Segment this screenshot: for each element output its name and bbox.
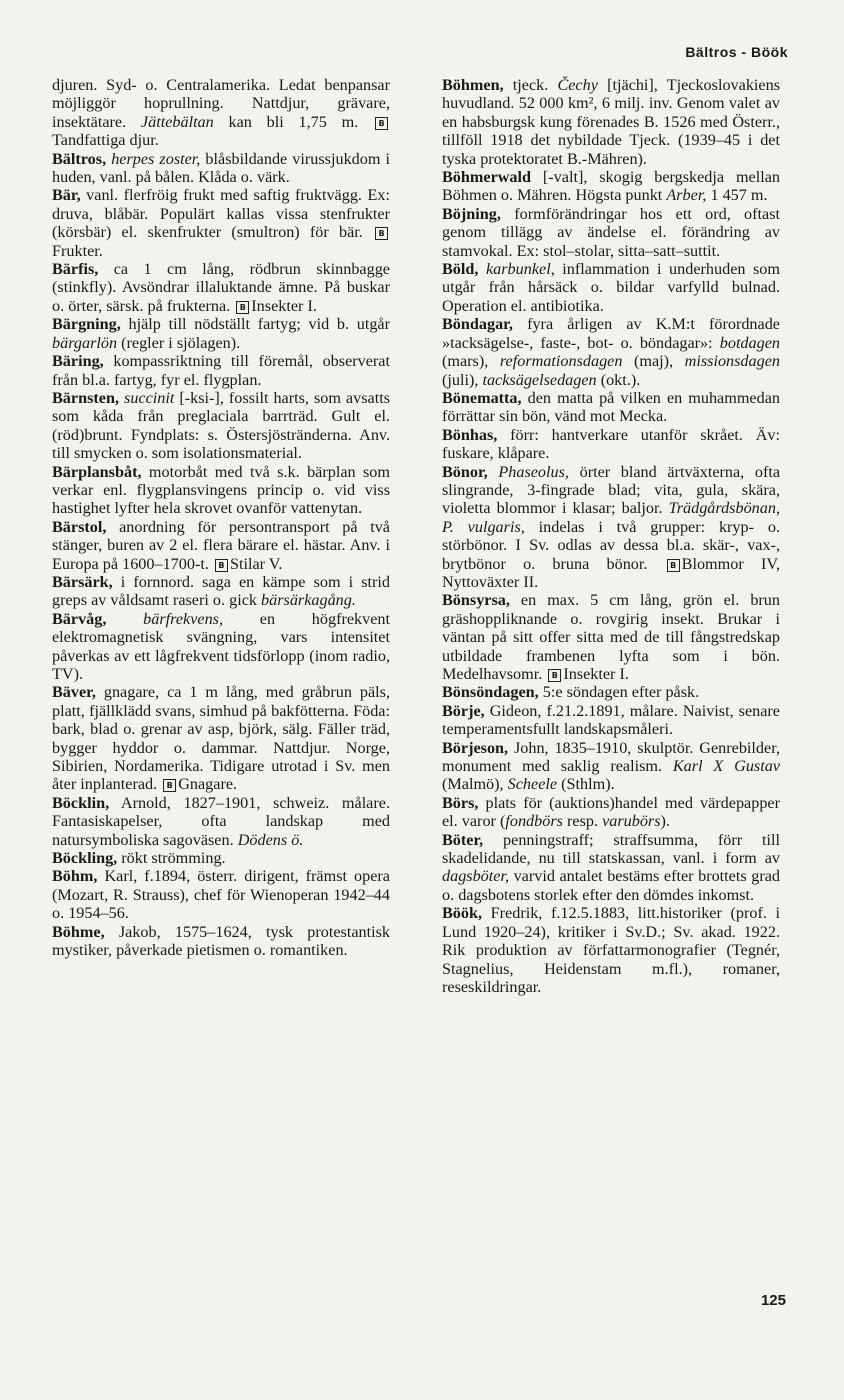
entry-text: en max. 5 cm lång, grön el. brun gräshoppliknande o. rovgirig insekt. Brukar i väntan på sitt offer sitta med de till fångstredskap utbildade frambenen lyfta som i bön. Medelhavsomr. <box>442 591 780 683</box>
italic-term: herpes zoster, <box>111 149 201 168</box>
dictionary-entry <box>52 463 390 518</box>
plate-reference: Insekter I. <box>563 665 629 683</box>
see-plate-icon: B <box>548 669 561 682</box>
plate-reference: Blommor IV, Nyttoväxter II. <box>442 554 780 591</box>
entry-text: förr: hantverkare utanför skrået. Äv: fuskare, klåpare. <box>442 425 780 463</box>
dictionary-entry <box>442 260 780 315</box>
dictionary-entry <box>52 573 390 610</box>
plate-reference: Gnagare. <box>178 775 238 794</box>
entry-text: varvid antalet bestäms efter brottets grad o. dagsbotens storlek efter den dömdes inkomst. <box>442 867 780 904</box>
entry-text: i fornnord. saga en kämpe som i strid greps av våldsamt raseri o. gick <box>52 572 390 610</box>
entry-headword: Bönsöndagen, <box>442 683 539 702</box>
see-plate-icon: B <box>215 559 228 572</box>
entry-text: penningstraff; straffsumma, förr till skadelidande, nu till statskassan, vanl. i form av <box>442 830 780 868</box>
entry-headword: Bönsyrsa, <box>442 591 510 610</box>
dictionary-entry <box>442 76 780 168</box>
dictionary-entry <box>442 702 780 739</box>
entry-headword: Bär, <box>52 186 81 205</box>
dictionary-entry <box>442 315 780 389</box>
entry-headword: Bönematta, <box>442 388 522 407</box>
entry-headword: Bäver, <box>52 683 96 702</box>
see-plate-icon: B <box>236 301 249 314</box>
dictionary-entry <box>52 150 390 187</box>
entry-text: tjeck. <box>503 76 558 94</box>
entry-text: 5:e söndagen efter påsk. <box>538 683 700 702</box>
left-column <box>52 76 390 960</box>
entry-headword: Bärvåg, <box>52 609 107 628</box>
entry-text: Karl, f.1894, österr. dirigent, främst opera (Mozart, R. Strauss), chef för Wienoperan 1942–44 o. 1954–56. <box>52 867 390 923</box>
entry-text: 1 457 m. <box>706 186 768 205</box>
entry-text: inflammation i underhuden som utgår från hårsäck o. bildar varfylld bulnad. Operation el. antibiotika. <box>442 260 780 315</box>
entry-headword: Bärstol, <box>52 517 107 536</box>
italic-term: succinit <box>124 388 175 407</box>
entry-headword: Börs, <box>442 793 479 812</box>
entry-headword: Böhmerwald <box>442 168 532 187</box>
entry-text: [tjächi], Tjeckoslovakiens huvudland. 52 000 km², 6 milj. inv. Genom valet av en habsburgsk kung förenades B. 1526 med Österr., tillföll 1918 det nybildade Tjeck. (1939–45 i det tyska protektoratet B.-Mähren). <box>442 76 780 168</box>
entry-text: Arnold, 1827–1901, schweiz. målare. Fantasiskapelser, ofta landskap med natursymboliska sagoväsen. <box>52 793 390 849</box>
italic-term: botdagen <box>719 333 780 352</box>
plate-reference: Insekter I. <box>251 296 317 315</box>
see-plate-icon: B <box>163 779 176 792</box>
dictionary-entry <box>52 923 390 960</box>
plate-reference: Frukter. <box>52 241 103 260</box>
entry-text: John, 1835–1910, skulptör. Genrebilder, monument med saklig realism. <box>442 738 780 776</box>
entry-text: motorbåt med två s.k. bärplan som verkar enl. flygplansvingens princip o. vid viss hastighet lyfter hela skrovet ovanför vattenytan. <box>52 462 390 518</box>
entry-headword: Böckling, <box>52 849 118 868</box>
dictionary-entry <box>442 426 780 463</box>
entry-headword: Böndagar, <box>442 315 513 334</box>
entry-text: anordning för persontransport på två stänger, buren av 2 el. flera bärare el. hästar. Anv. i Europa på 1600–1700-t. <box>52 517 390 573</box>
dictionary-entry <box>52 794 390 849</box>
entry-headword: Bärgning, <box>52 315 121 334</box>
entry-headword: Böök, <box>442 904 483 923</box>
entry-headword: Bönor, <box>442 462 488 481</box>
entry-text <box>478 260 486 278</box>
entry-text: vanl. flerfröig frukt med saftig fruktvägg. Ex: druva, blåbär. Populärt kallas vissa stenfrukter (körsbär) el. skenfrukter (smultron) för bär. <box>52 186 390 242</box>
entry-headword: Bärplansbåt, <box>52 462 142 481</box>
entry-text: Gideon, f.21.2.1891, målare. Naivist, senare temperamentsfullt landskapsmåleri. <box>442 701 780 739</box>
entry-text: hjälp till nödställt fartyg; vid b. utgår <box>120 315 390 334</box>
dictionary-entry <box>52 352 390 389</box>
see-plate-icon: B <box>375 227 388 240</box>
entry-text: rökt strömming. <box>117 849 226 868</box>
italic-term: fondbörs <box>505 812 563 831</box>
dictionary-entry <box>442 389 780 426</box>
dictionary-entry <box>442 904 780 996</box>
plate-reference: Tandfattiga djur. <box>52 131 159 150</box>
italic-term: Scheele <box>507 775 558 794</box>
italic-term: Čechy <box>557 76 598 94</box>
entry-text: Jakob, 1575–1624, tysk protestantisk mystiker, påverkade pietismen o. romantiken. <box>52 922 390 960</box>
italic-term: Arber, <box>666 186 707 205</box>
entry-text <box>488 463 499 481</box>
italic-term: karbunkel, <box>485 260 555 279</box>
entry-text: (mars), <box>442 352 500 371</box>
italic-term: Trädgårdsbönan, P. vulgaris, <box>442 499 780 536</box>
italic-term: Dödens ö. <box>237 830 304 849</box>
see-plate-icon: B <box>667 559 680 572</box>
entry-headword: Böhmen, <box>442 76 504 94</box>
italic-term: Phaseolus, <box>498 462 569 481</box>
dictionary-entry <box>52 867 390 922</box>
entry-text: ca 1 cm lång, rödbrun skinnbagge (stinkfly). Avsöndrar illaluktande ämne. På buskar o. örter, särsk. på frukterna. <box>52 260 390 315</box>
dictionary-entry <box>442 739 780 794</box>
italic-term: Karl X Gustav <box>672 757 781 776</box>
entry-headword: Börje, <box>442 701 485 720</box>
dictionary-entry <box>52 518 390 573</box>
entry-text: (juli), <box>442 370 483 389</box>
entry-text: kompassriktning till föremål, observerat från bl.a. fartyg, fyr el. flygplan. <box>52 352 390 389</box>
dictionary-entry <box>442 168 780 205</box>
dictionary-entry <box>52 610 390 684</box>
entry-headword: Bärnsten, <box>52 388 120 407</box>
entry-headword: Böjning, <box>442 204 501 223</box>
entry-headword: Böld, <box>442 260 479 279</box>
see-plate-icon: B <box>375 117 388 130</box>
italic-term: bärgarlön <box>52 333 118 352</box>
dictionary-entry <box>442 794 780 831</box>
dictionary-entry <box>52 260 390 315</box>
dictionary-entry <box>442 463 780 592</box>
entry-text: gnagare, ca 1 m lång, med gråbrun päls, platt, fjällklädd svans, simhud på bakfötterna. Föda: bark, blad o. grenar av asp, björk, sälg. Fäller träd, bygger hyddor o. dammar. Nattdjur. Norge, Sibirien, Nordamerika. Tidigare utrotad i Sv. men åter inplanterad. <box>52 683 390 794</box>
entry-headword: Bäring, <box>52 352 104 371</box>
entry-text: en högfrekvent elektromagnetisk svängning, vars intensitet påverkas av ett lågfrekvent tidsförlopp (inom radio, TV). <box>52 609 390 683</box>
entry-text: blåsbildande virussjukdom i huden, vanl. på bålen. Klåda o. värk. <box>52 149 391 187</box>
entry-text: plats för (auktions)handel med värdepapper el. varor ( <box>442 793 780 831</box>
entry-headword: Börjeson, <box>442 738 509 757</box>
right-column <box>442 76 780 996</box>
italic-term: missionsdagen <box>684 352 780 371</box>
entry-text: [-ksi-], fossilt harts, som avsatts som kåda från preglaciala barrträd. Gult el. (röd)brunt. Fyndplats: s. Östersjöstränderna. Anv. till smycken o. som isolationsmaterial. <box>52 388 390 463</box>
dictionary-entry <box>52 849 390 867</box>
entry-headword: Böhme, <box>52 922 105 941</box>
dictionary-entry <box>52 389 390 463</box>
entry-headword: Böter, <box>442 830 484 849</box>
entry-headword: Bältros, <box>52 149 107 168</box>
entry-text: den matta på vilken en muhammedan förrättar sin bön, vänd mot Mecka. <box>442 388 780 426</box>
dictionary-entry <box>442 831 780 905</box>
dictionary-entry <box>52 315 390 352</box>
entry-text: kan bli 1,75 m. <box>213 112 373 131</box>
page-number: 125 <box>760 1292 786 1309</box>
entry-headword: Bönhas, <box>442 425 498 444</box>
entry-headword: Böhm, <box>52 867 98 886</box>
entry-headword: Bärfis, <box>52 260 99 279</box>
entry-text: ). <box>660 812 670 831</box>
entry-text: resp. <box>562 812 603 831</box>
italic-term: tacksägelsedagen <box>482 370 597 389</box>
italic-term: Jättebältan <box>140 112 214 131</box>
italic-term: bärsärkagång. <box>261 591 356 610</box>
running-header: Bältros - Böök <box>685 44 788 60</box>
entry-text: (okt.). <box>596 370 641 389</box>
italic-term: dagsböter, <box>442 867 510 886</box>
entry-text: [-valt], skogig bergskedja mellan Böhmen o. Mähren. Högsta punkt <box>442 168 780 205</box>
dictionary-entry <box>52 683 390 793</box>
dictionary-entry <box>52 76 390 150</box>
entry-text: formförändringar hos ett ord, oftast genom tillägg av ändelse el. förändring av stamvokal. Ex: stol–stolar, sitta–satt–suttit. <box>442 204 780 260</box>
entry-text: (regler i sjölagen). <box>117 333 241 352</box>
entry-headword: Bärsärk, <box>52 572 113 591</box>
dictionary-entry <box>442 205 780 260</box>
entry-text: djuren. Syd- o. Centralamerika. Ledat benpansar möjliggör hoprullning. Nattdjur, grävare, insektätare. <box>52 76 390 131</box>
plate-reference: Stilar V. <box>229 554 283 573</box>
dictionary-entry <box>442 683 780 701</box>
dictionary-entry <box>442 591 780 683</box>
entry-text <box>106 610 143 628</box>
entry-text: Fredrik, f.12.5.1883, litt.historiker (prof. i Lund 1920–24), kritiker i Sv.D.; Sv. akad. 1922. Rik produktion av författarmonografier (Tegnér, Stagnelius, Heidenstam m.fl.), romaner, reseskildringar. <box>442 904 780 996</box>
entry-headword: Böcklin, <box>52 793 110 812</box>
entry-text: (maj), <box>622 352 685 371</box>
italic-term: varubörs <box>602 812 661 831</box>
entry-text: indelas i två grupper: kryp- o. störbönor. I Sv. odlas av dessa bl.a. skär-, vax-, brytbönor o. bruna bönor. <box>442 517 780 573</box>
italic-term: bärfrekvens, <box>143 609 224 628</box>
entry-text: örter bland ärtväxterna, ofta slingrande, 3-fingrade blad; vita, gula, skära, violetta blommor i klasar; baljor. <box>442 462 781 518</box>
dictionary-entry <box>52 186 390 260</box>
italic-term: reformationsdagen <box>499 352 623 371</box>
entry-text: (Malmö), <box>442 775 508 794</box>
entry-text: fyra årligen av K.M:t förordnade »tacksägelse-, faste-, bot- o. böndagar»: <box>442 315 780 352</box>
entry-text: (Sthlm). <box>557 775 615 794</box>
